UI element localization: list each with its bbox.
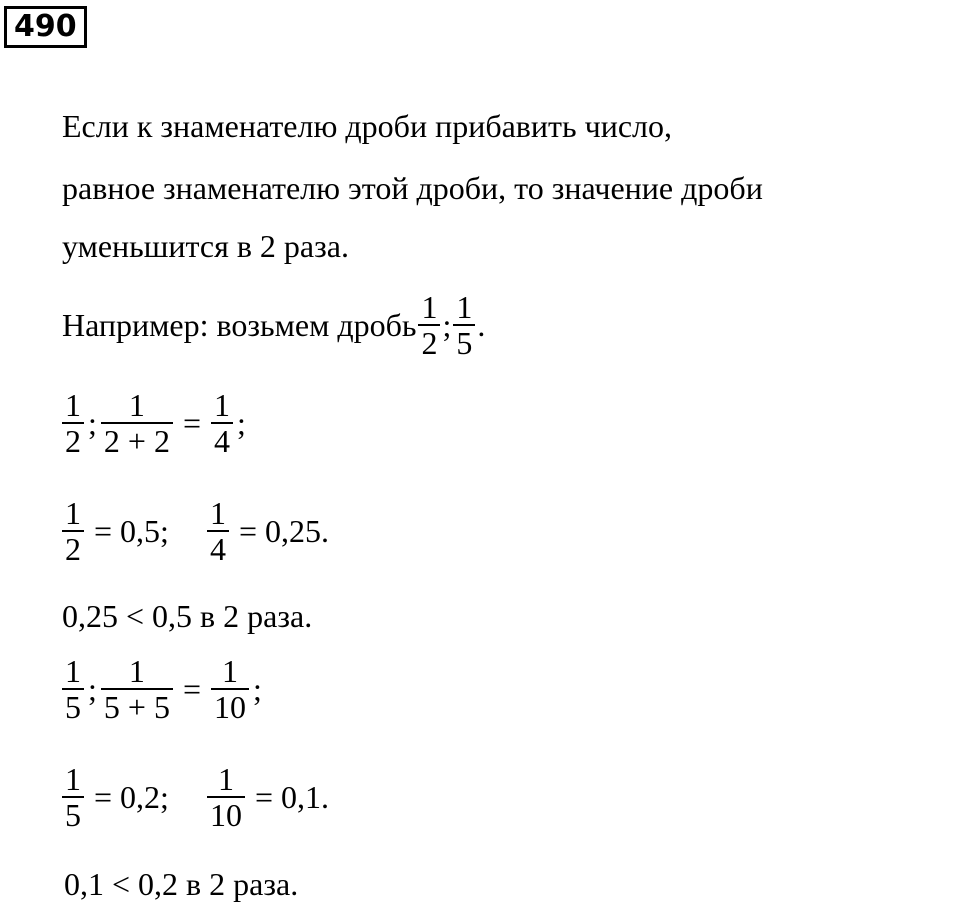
case1-compare: 0,25 < 0,5 в 2 раза. — [62, 598, 313, 634]
fraction — [207, 496, 229, 566]
statement-line-2: равное знаменателю этой дроби, то значение дроби — [62, 170, 763, 206]
fraction-denominator: 4 — [207, 530, 229, 566]
equals-sign: = — [182, 404, 201, 441]
fraction-denominator: 2 — [62, 530, 84, 566]
case1-step2 — [60, 496, 329, 566]
fraction-denominator: 5 — [453, 324, 475, 360]
statement-line-1: Если к знаменателю дроби прибавить число, — [62, 108, 672, 144]
case1-step1 — [60, 388, 248, 458]
fraction-denominator: 5 — [62, 796, 84, 832]
fraction-numerator: 1 — [128, 387, 145, 423]
problem-number: 490 — [4, 6, 87, 48]
example-fraction-1 — [418, 290, 440, 360]
fraction — [207, 762, 245, 832]
equals-sign: = — [182, 670, 201, 707]
fraction-denominator: 4 — [211, 422, 233, 458]
fraction-numerator: 1 — [209, 495, 226, 531]
fraction-denominator: 5 + 5 — [101, 688, 173, 724]
fraction-denominator: 2 — [418, 324, 440, 360]
fraction-denominator: 2 — [62, 422, 84, 458]
terminator: . — [477, 306, 486, 343]
fraction-denominator: 5 — [62, 688, 84, 724]
fraction — [62, 388, 84, 458]
fraction-numerator: 1 — [65, 761, 81, 797]
case2-step1 — [60, 654, 264, 724]
fraction — [211, 388, 233, 458]
fraction — [211, 654, 249, 724]
fraction-denominator: 10 — [211, 688, 249, 724]
fraction-numerator: 1 — [456, 289, 473, 325]
equals-sign: = — [94, 512, 113, 549]
value: 0,25. — [264, 512, 329, 549]
fraction-numerator: 1 — [213, 387, 230, 423]
equals-sign: = — [254, 778, 273, 815]
fraction-numerator: 1 — [421, 289, 438, 325]
case2-compare: 0,1 < 0,2 в 2 раза. — [64, 866, 299, 902]
terminator: ; — [236, 404, 246, 441]
fraction — [62, 654, 84, 724]
value: 0,5; — [120, 512, 169, 549]
fraction-numerator: 1 — [65, 495, 81, 531]
separator: ; — [88, 670, 97, 707]
fraction-denominator: 10 — [207, 796, 245, 832]
example-intro: Например: возьмем дробь — [62, 306, 417, 343]
fraction — [101, 388, 173, 458]
example-fraction-2 — [453, 290, 475, 360]
fraction-numerator: 1 — [65, 387, 81, 423]
example-line — [62, 290, 485, 360]
separator: ; — [442, 306, 452, 343]
value: 0,1. — [280, 778, 329, 815]
fraction-numerator: 1 — [217, 761, 234, 797]
fraction — [62, 496, 84, 566]
separator: ; — [88, 404, 97, 441]
equals-sign: = — [238, 512, 257, 549]
fraction-numerator: 1 — [221, 653, 238, 689]
fraction-numerator: 1 — [128, 653, 145, 689]
equals-sign: = — [94, 778, 113, 815]
fraction-denominator: 2 + 2 — [101, 422, 173, 458]
value: 0,2; — [120, 778, 169, 815]
fraction — [101, 654, 173, 724]
terminator: ; — [252, 670, 262, 707]
fraction-numerator: 1 — [65, 653, 81, 689]
statement-line-3: уменьшится в 2 раза. — [62, 228, 349, 264]
fraction — [62, 762, 84, 832]
case2-step2 — [60, 762, 329, 832]
